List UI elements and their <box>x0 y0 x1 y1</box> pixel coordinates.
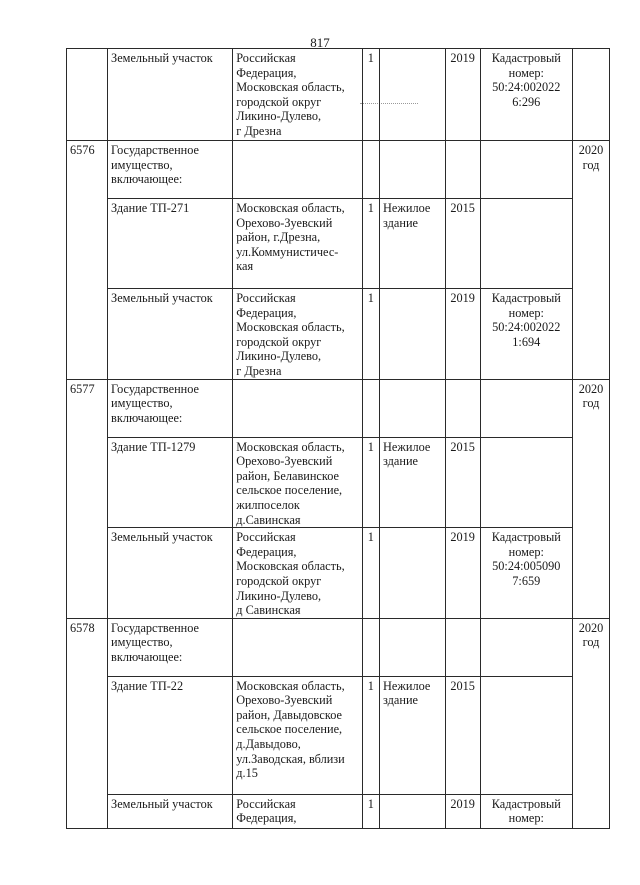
object-note-line: номер: <box>508 811 544 826</box>
table-row <box>67 379 610 437</box>
object-type <box>380 794 446 828</box>
object-reference-line: год <box>582 396 600 411</box>
empty-cell <box>362 618 379 676</box>
object-note-line: номер: <box>508 305 544 320</box>
object-type <box>380 676 446 794</box>
object-address-line: Московская область, <box>236 439 345 454</box>
object-address-line: Ликино-Дулево, <box>236 349 322 364</box>
object-type <box>380 199 446 289</box>
object-address-line: Федерация, <box>236 544 297 559</box>
object-address-line: Московская область, <box>236 559 345 574</box>
object-type <box>380 437 446 528</box>
object-address-line: ул.Коммунистичес- <box>236 244 339 259</box>
object-year: 2015 <box>445 437 480 528</box>
object-quantity: 1 <box>362 49 379 141</box>
object-reference <box>572 379 609 618</box>
object-reference <box>572 49 609 141</box>
object-reference-line: год <box>582 635 600 650</box>
table-row <box>67 289 610 380</box>
object-type-line: здание <box>383 693 419 708</box>
object-type-line: здание <box>383 215 419 230</box>
object-note-line: Кадастровый <box>491 796 561 811</box>
empty-cell <box>362 379 379 437</box>
object-year: 2015 <box>445 199 480 289</box>
group-heading: Государственное имущество, включающее: <box>108 141 233 199</box>
table-row <box>67 199 610 289</box>
table-row <box>67 618 610 676</box>
object-address-line: Орехово-Зуевский <box>236 693 333 708</box>
object-reference-line: 2020 <box>578 620 604 635</box>
object-address-line: ул.Заводская, вблизи <box>236 751 345 766</box>
object-address-line: жилпоселок <box>236 497 300 512</box>
object-name: Земельный участок <box>108 49 233 141</box>
empty-cell <box>480 618 572 676</box>
object-name: Здание ТП-22 <box>108 676 233 794</box>
table-row <box>67 528 610 619</box>
registry-table <box>66 48 610 829</box>
object-year: 2015 <box>445 676 480 794</box>
object-note-line: 6:296 <box>512 94 541 109</box>
object-year: 2019 <box>445 528 480 619</box>
object-note <box>480 289 572 380</box>
object-note <box>480 437 572 528</box>
row-number: 6576 <box>67 141 108 380</box>
object-address-line: Ликино-Дулево, <box>236 588 322 603</box>
object-reference-line: 2020 <box>578 143 604 157</box>
object-note-line: 50:24:005090 <box>492 559 561 574</box>
empty-cell <box>480 379 572 437</box>
empty-cell <box>362 141 379 199</box>
empty-cell <box>445 141 480 199</box>
object-quantity: 1 <box>362 199 379 289</box>
object-address-line: Московская область, <box>236 80 345 95</box>
object-quantity: 1 <box>362 676 379 794</box>
object-type-line: Нежилое <box>383 678 431 693</box>
object-address <box>233 437 362 528</box>
object-name: Здание ТП-1279 <box>108 437 233 528</box>
object-name: Здание ТП-271 <box>108 199 233 289</box>
object-address-line: г Дрезна <box>236 363 282 378</box>
empty-cell <box>445 618 480 676</box>
empty-cell <box>233 618 362 676</box>
object-reference-line: год <box>582 157 600 172</box>
object-note-line: 7:659 <box>512 573 541 588</box>
object-type-line: здание <box>383 454 419 469</box>
object-type-line: Нежилое <box>383 201 431 215</box>
object-address-line: городской округ <box>236 94 322 109</box>
object-note-line: номер: <box>508 544 544 559</box>
object-quantity: 1 <box>362 437 379 528</box>
object-address-line: д.Савинская <box>236 512 301 527</box>
object-reference <box>572 141 609 380</box>
object-note-line: номер: <box>508 65 544 80</box>
page-number: 817 <box>310 35 330 50</box>
table-row <box>67 141 610 199</box>
object-type <box>380 289 446 380</box>
object-type <box>380 528 446 619</box>
object-quantity: 1 <box>362 289 379 380</box>
object-address-line: Федерация, <box>236 65 297 80</box>
object-type-line: Нежилое <box>383 439 431 454</box>
object-note <box>480 199 572 289</box>
table-row <box>67 676 610 794</box>
object-reference-line: 2020 <box>578 381 604 396</box>
object-note <box>480 676 572 794</box>
object-name: Земельный участок <box>108 794 233 828</box>
object-address-line: Федерация, <box>236 811 297 826</box>
object-address <box>233 289 362 380</box>
object-address <box>233 676 362 794</box>
object-address-line: Федерация, <box>236 305 297 320</box>
object-quantity: 1 <box>362 794 379 828</box>
object-address <box>233 49 362 141</box>
object-address-line: Российская <box>236 796 296 811</box>
object-address-line: сельское поселение, <box>236 722 343 737</box>
object-address-line: Российская <box>236 530 296 545</box>
object-address-line: городской округ <box>236 573 322 588</box>
object-year: 2019 <box>445 289 480 380</box>
object-address-line: Ликино-Дулево, <box>236 109 322 124</box>
row-number: 6578 <box>67 618 108 828</box>
object-note-line: Кадастровый <box>491 530 561 545</box>
object-note-line: 50:24:002022 <box>492 80 561 95</box>
object-name: Земельный участок <box>108 289 233 380</box>
object-quantity: 1 <box>362 528 379 619</box>
empty-cell <box>233 141 362 199</box>
group-heading: Государственное имущество, включающее: <box>108 618 233 676</box>
row-number <box>67 49 108 141</box>
object-address-line: д Савинская <box>236 603 301 618</box>
object-year: 2019 <box>445 49 480 141</box>
empty-cell <box>380 618 446 676</box>
object-address-line: Московская область, <box>236 678 345 693</box>
object-address-line: Орехово-Зуевский <box>236 215 333 230</box>
registry-body <box>67 49 610 829</box>
object-address-line: Орехово-Зуевский <box>236 454 333 469</box>
object-address-line: Российская <box>236 291 296 305</box>
object-note <box>480 528 572 619</box>
object-address-line: кая <box>236 259 254 274</box>
object-address-line: д.Давыдово, <box>236 737 301 752</box>
object-note <box>480 49 572 141</box>
object-address <box>233 794 362 828</box>
object-note-line: Кадастровый <box>491 291 561 305</box>
table-row <box>67 437 610 528</box>
object-note <box>480 794 572 828</box>
empty-cell <box>380 141 446 199</box>
object-address-line: сельское поселение, <box>236 483 343 498</box>
object-name: Земельный участок <box>108 528 233 619</box>
object-address-line: д.15 <box>236 766 258 781</box>
empty-cell <box>480 141 572 199</box>
object-address-line: Московская область, <box>236 201 345 215</box>
table-row <box>67 794 610 828</box>
empty-cell <box>233 379 362 437</box>
object-reference <box>572 618 609 828</box>
object-address-line: городской округ <box>236 334 322 349</box>
object-address <box>233 528 362 619</box>
object-address-line: Российская <box>236 51 296 65</box>
object-year: 2019 <box>445 794 480 828</box>
object-address-line: Московская область, <box>236 320 345 335</box>
row-number: 6577 <box>67 379 108 618</box>
object-note-line: 50:24:002022 <box>492 320 561 335</box>
table-row <box>67 49 610 141</box>
object-address <box>233 199 362 289</box>
object-address-line: район, г.Дрезна, <box>236 230 321 245</box>
object-type <box>380 49 446 141</box>
object-address-line: район, Белавинское <box>236 468 339 483</box>
object-address-line: г Дрезна <box>236 123 282 138</box>
empty-cell <box>445 379 480 437</box>
object-address-line: район, Давыдовское <box>236 707 342 722</box>
object-note-line: Кадастровый <box>491 51 561 65</box>
empty-cell <box>380 379 446 437</box>
group-heading: Государственное имущество, включающее: <box>108 379 233 437</box>
object-note-line: 1:694 <box>512 334 541 349</box>
